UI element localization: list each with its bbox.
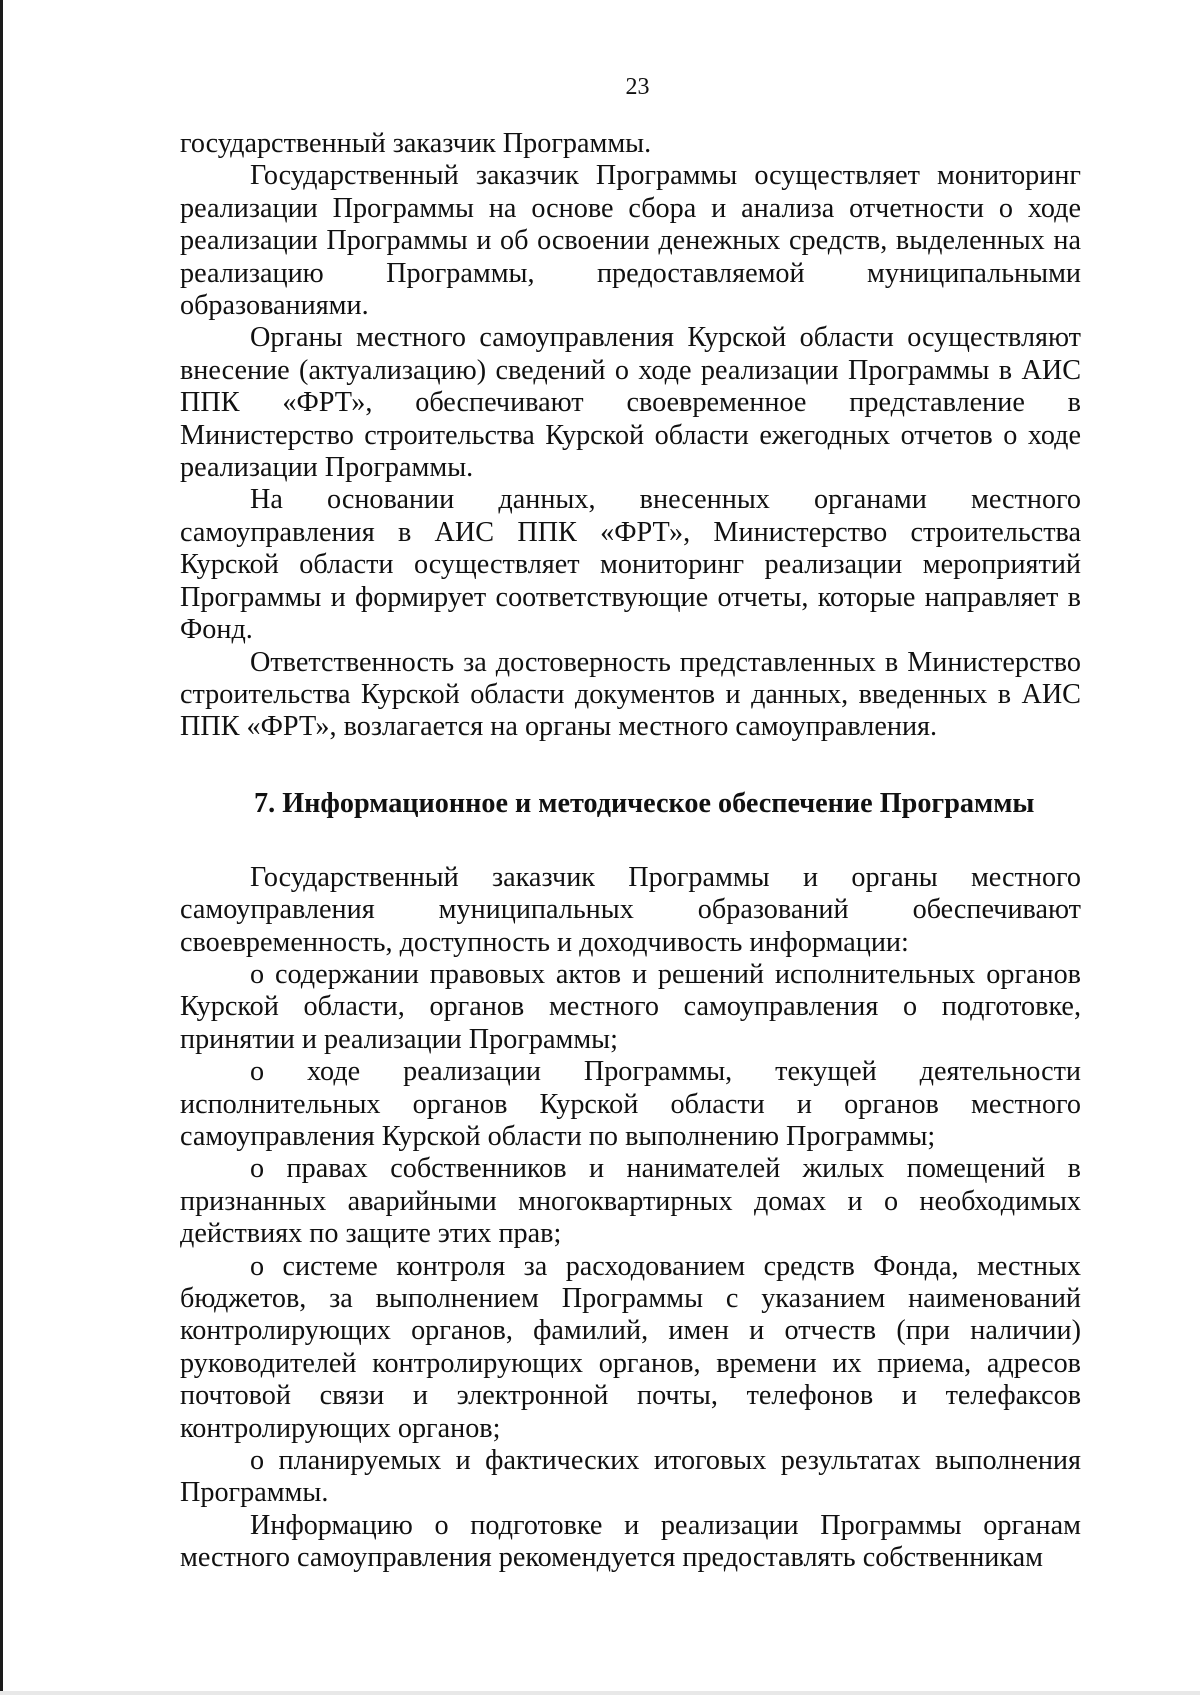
paragraph: государственный заказчик Программы. [180,128,652,159]
scan-edge [0,0,3,1695]
scan-bottom-edge [0,1691,1200,1695]
paragraph: о планируемых и фактических итоговых результатах выполнения Программы. [180,1445,1081,1509]
paragraph: На основании данных, внесенных органами местного самоуправления в АИС ППК «ФРТ», Министерство строительства Курской области осуществляет мониторинг реализации мероприятий Программы и формирует соответствующие отчеты, которые направляет в Фонд. [180,484,1081,646]
paragraph: Государственный заказчик Программы осуществляет мониторинг реализации Программы на основе сбора и анализа отчетности о ходе реализации Программы и об освоении денежных средств, выделенных на реализацию Программы, предоставляемой муниципальными образованиями. [180,160,1081,322]
section-heading: 7. Информационное и методическое обеспечение Программы [254,787,1035,819]
paragraph: о ходе реализации Программы, текущей деятельности исполнительных органов Курской области и органов местного самоуправления Курской области по выполнению Программы; [180,1056,1081,1152]
document-body [180,128,1081,1575]
paragraph: Ответственность за достоверность представленных в Министерство строительства Курской области документов и данных, введенных в АИС ППК «ФРТ», возлагается на органы местного самоуправления. [180,646,1081,743]
paragraph: Информацию о подготовке и реализации Программы органам местного самоуправления рекомендуется предоставлять собственникам [180,1509,1081,1574]
paragraph: о содержании правовых актов и решений исполнительных органов Курской области, органов местного самоуправления о подготовке, принятии и реализации Программы; [180,958,1081,1055]
paragraph: о правах собственников и нанимателей жилых помещений в признанных аварийными многоквартирных домах и о необходимых действиях по защите этих прав; [180,1153,1081,1250]
paragraph: Органы местного самоуправления Курской области осуществляют внесение (актуализацию) сведений о ходе реализации Программы в АИС ППК «ФРТ», обеспечивают своевременное представление в Министерство строительства Курской области ежегодных отчетов о ходе реализации Программы. [180,322,1081,484]
page-number: 23 [625,74,650,100]
paragraph: Государственный заказчик Программы и органы местного самоуправления муниципальных образований обеспечивают своевременность, доступность и доходчивость информации: [180,861,1081,958]
paragraph: о системе контроля за расходованием средств Фонда, местных бюджетов, за выполнением Программы с указанием наименований контролирующих органов, фамилий, имен и отчеств (при наличии) руководителей контролирующих органов, времени их приема, адресов почтовой связи и электронной почты, телефонов и телефаксов контролирующих органов; [180,1250,1081,1444]
paragraphs-after-section [180,862,1081,1575]
paragraphs-before-section [180,128,1081,744]
